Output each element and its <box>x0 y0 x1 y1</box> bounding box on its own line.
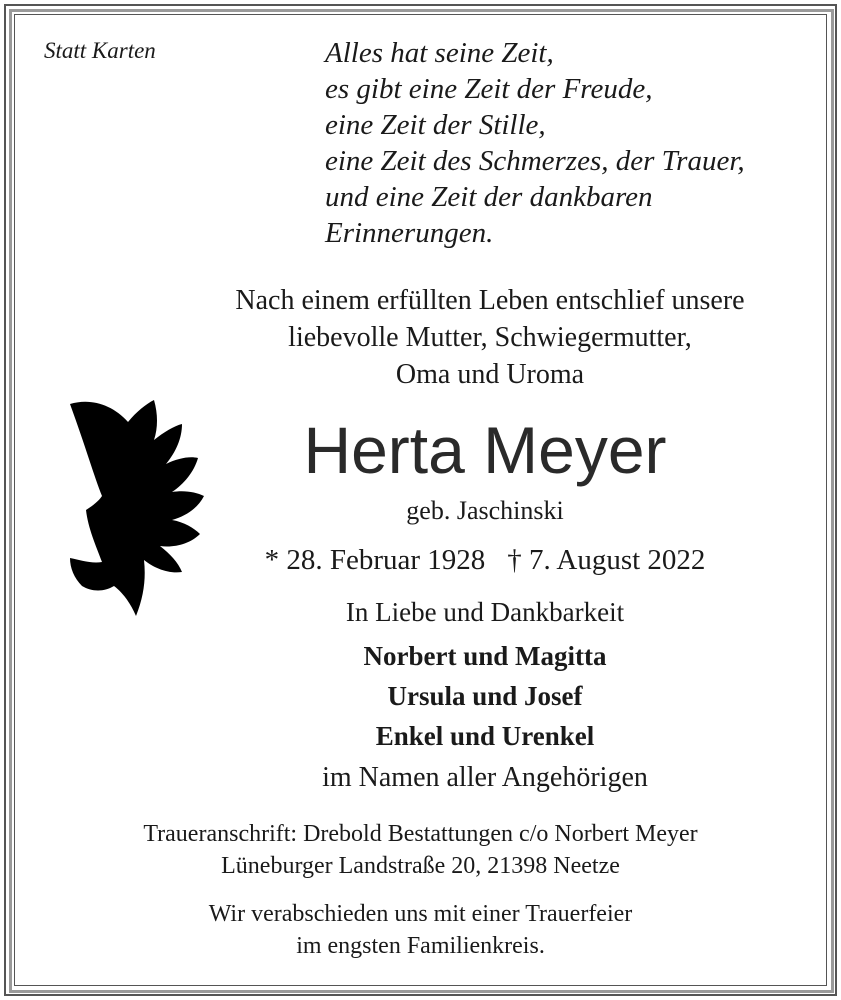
mourner-name: Enkel und Urenkel <box>375 721 595 751</box>
funeral-line: Wir verabschieden uns mit einer Trauerfeier <box>208 901 633 927</box>
intro-line: Oma und Uroma <box>395 359 585 390</box>
poem-line: es gibt eine Zeit der Freude, <box>325 73 653 105</box>
poem-line: Erinnerungen. <box>325 217 494 249</box>
mourners-intro: In Liebe und Dankbarkeit <box>345 597 625 627</box>
poem-line: eine Zeit des Schmerzes, der Trauer, <box>325 145 745 177</box>
announcement-intro <box>60 282 841 393</box>
mourning-address <box>0 818 841 882</box>
maiden-name: geb. Jaschinski <box>406 496 564 525</box>
poem-line: eine Zeit der Stille, <box>325 109 546 141</box>
life-dates <box>120 541 841 579</box>
mourner-name: Ursula und Josef <box>387 681 583 711</box>
deceased-name: Herta Meyer <box>303 413 667 487</box>
poem-line: und eine Zeit der dankbaren <box>325 181 653 213</box>
poem <box>325 35 745 251</box>
address-line: Lüneburger Landstraße 20, 21398 Neetze <box>221 853 620 879</box>
mourner-name: Norbert und Magitta <box>363 641 607 671</box>
funeral-line: im engsten Familienkreis. <box>296 933 545 959</box>
mourners-closing: im Namen aller Angehörigen <box>322 762 648 793</box>
funeral-notice <box>0 898 841 962</box>
mourner-names <box>120 636 841 756</box>
death-date: † 7. August 2022 <box>507 544 706 576</box>
intro-line: liebevolle Mutter, Schwiegermutter, <box>288 322 692 353</box>
poem-line: Alles hat seine Zeit, <box>325 37 554 69</box>
birth-date: * 28. Februar 1928 <box>264 544 486 576</box>
intro-line: Nach einem erfüllten Leben entschlief unsere <box>235 285 745 316</box>
address-line: Traueranschrift: Drebold Bestattungen c/o Norbert Meyer <box>143 821 698 847</box>
statt-karten-note: Statt Karten <box>44 38 156 63</box>
